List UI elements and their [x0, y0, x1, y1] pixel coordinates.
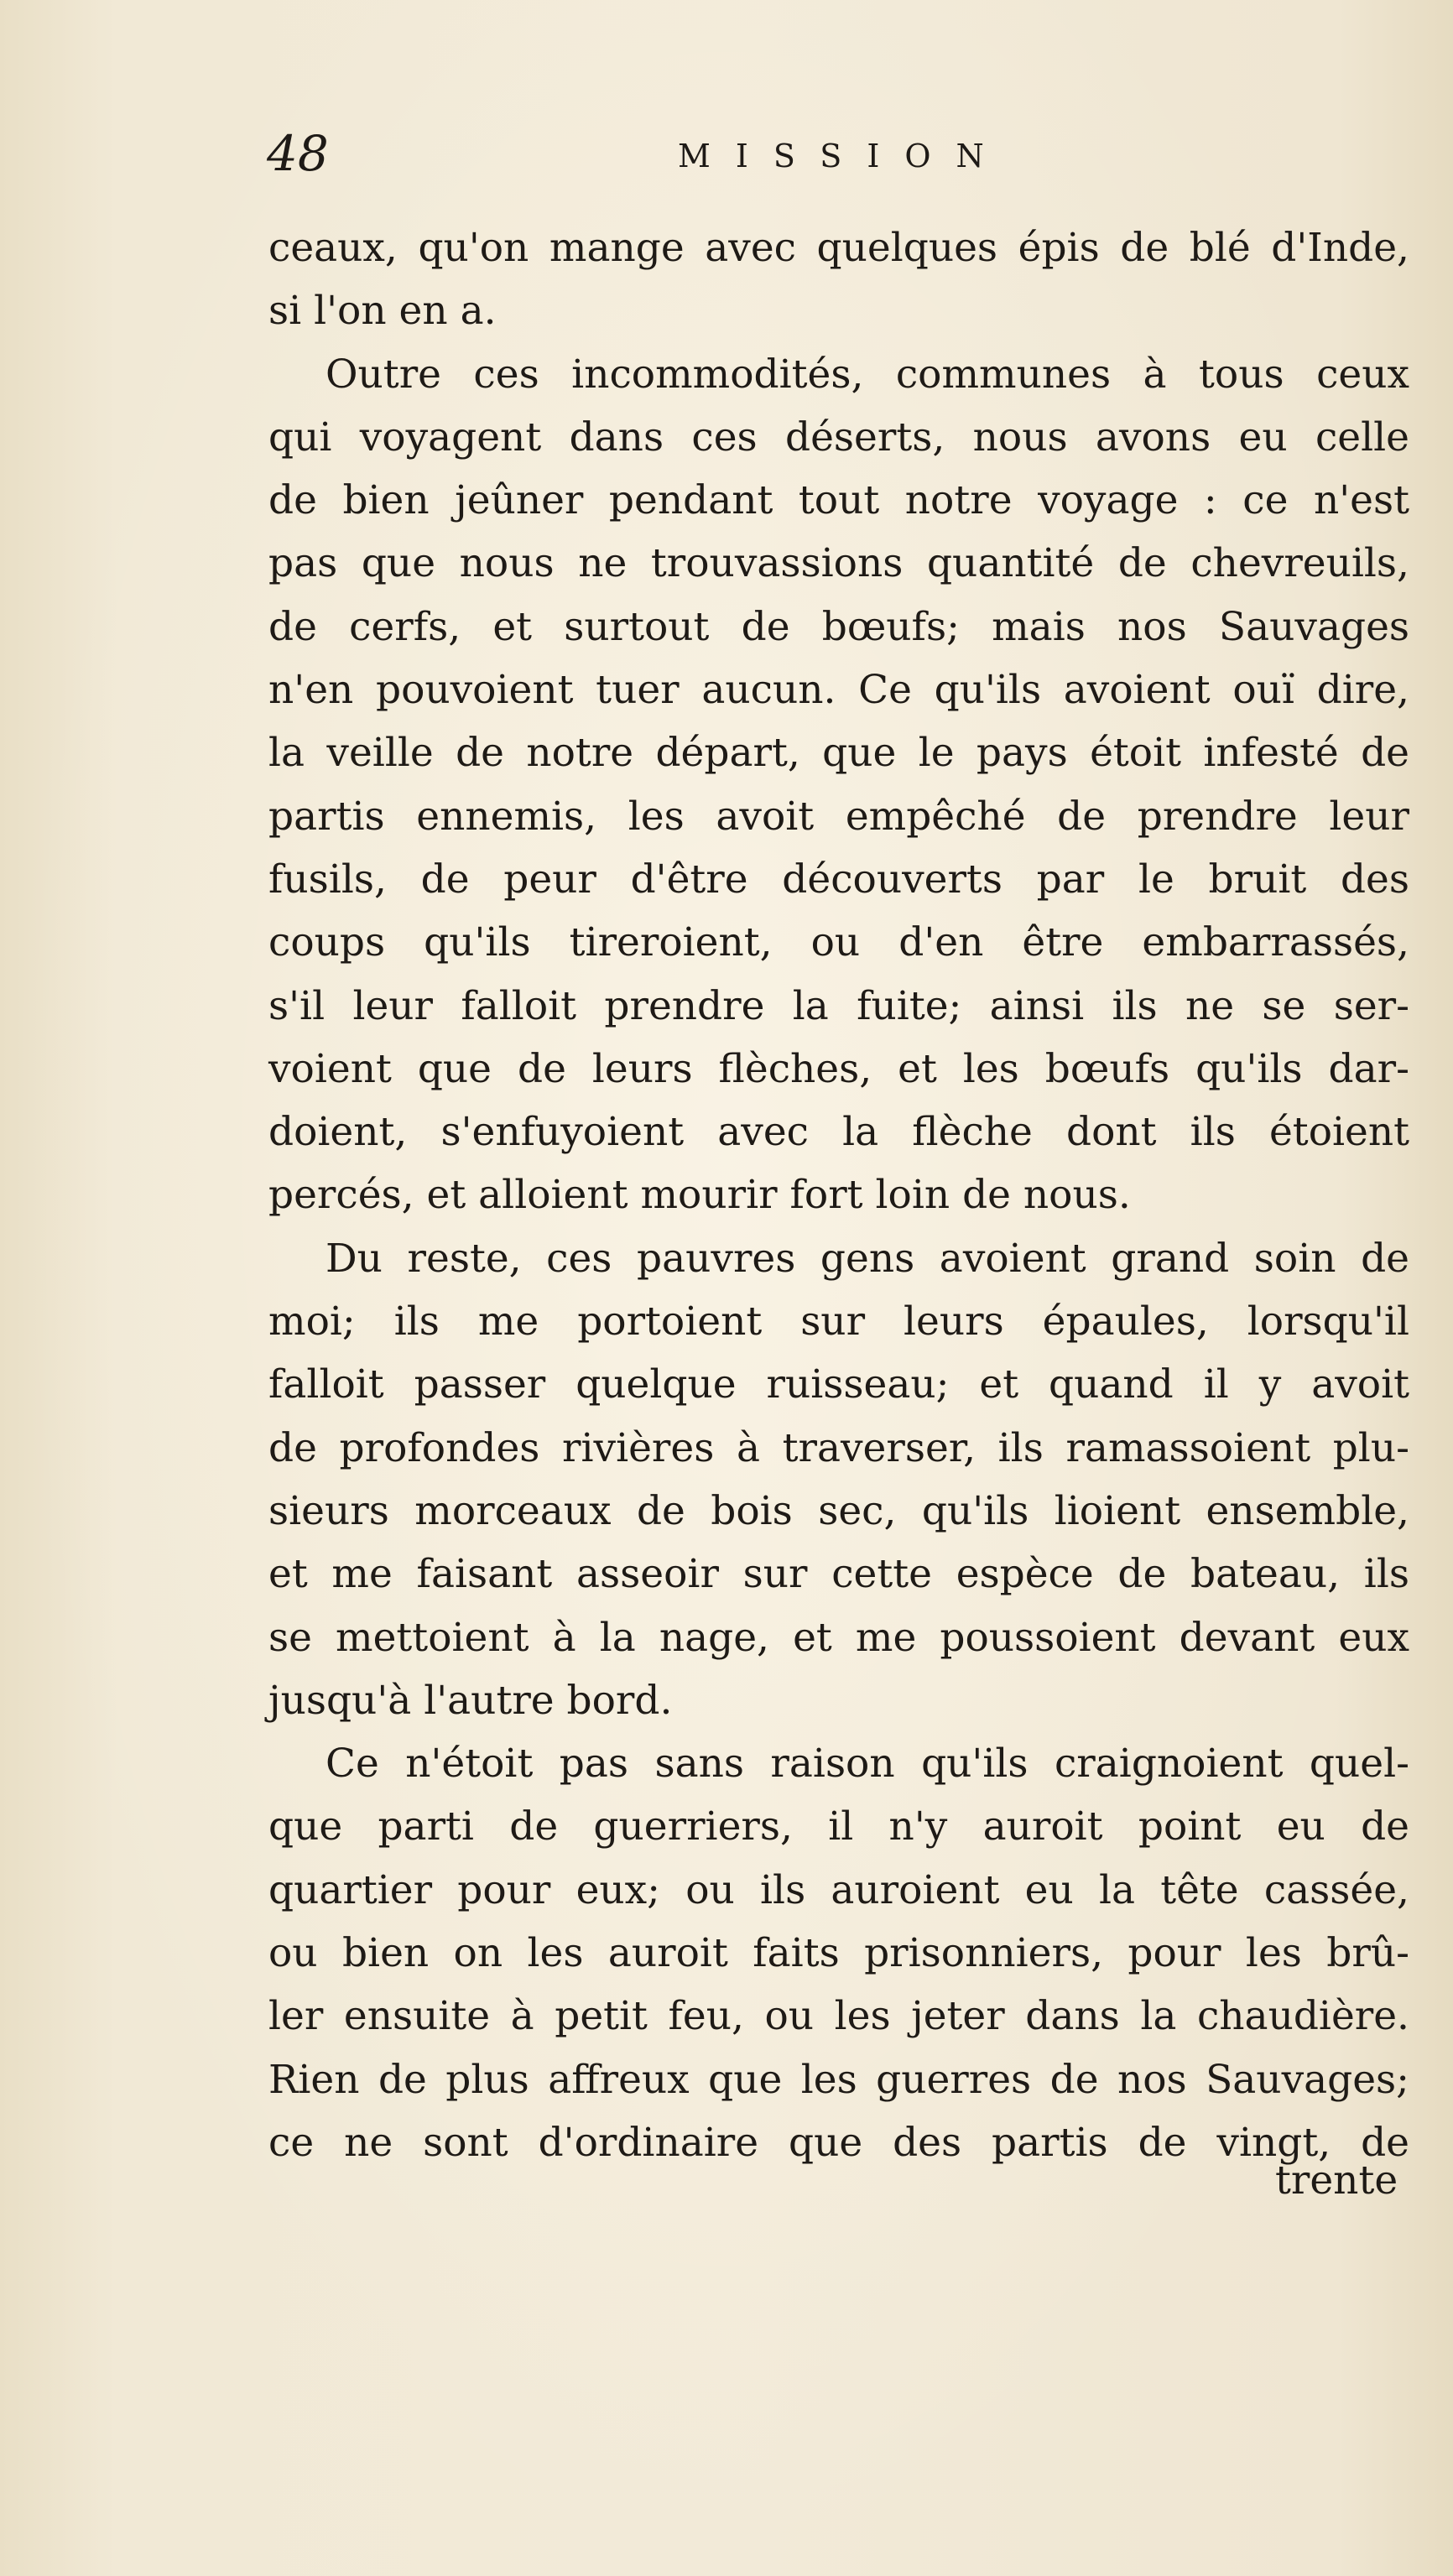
text-line: si l'on en a.	[268, 288, 497, 335]
text-line: falloit passer quelque ruisseau; et quand il y avoit	[268, 1361, 1409, 1408]
page-number: 48	[267, 125, 329, 182]
text-line: ou bien on les auroit faits prisonniers, pour les brû-	[268, 1930, 1409, 1977]
text-line: voient que de leurs flèches, et les bœufs qu'ils dar-	[268, 1045, 1409, 1092]
text-line: Du reste, ces pauvres gens avoient grand soin de	[325, 1235, 1409, 1282]
text-line: coups qu'ils tireroient, ou d'en être embarrassés,	[268, 919, 1409, 966]
text-line: jusqu'à l'autre bord.	[268, 1677, 673, 1724]
text-line: n'en pouvoient tuer aucun. Ce qu'ils avoient ouï dire,	[268, 667, 1409, 714]
catchword: trente	[1275, 2157, 1398, 2204]
text-line: sieurs morceaux de bois sec, qu'ils lioient ensemble,	[268, 1487, 1409, 1534]
text-line: Outre ces incommodités, communes à tous ceux	[325, 351, 1409, 398]
text-line: ler ensuite à petit feu, ou les jeter dans la chaudière.	[268, 1993, 1409, 2040]
text-line: percés, et alloient mourir fort loin de nous.	[268, 1172, 1131, 1219]
text-line: fusils, de peur d'être découverts par le bruit des	[268, 856, 1409, 903]
text-line: s'il leur falloit prendre la fuite; ainsi ils ne se ser-	[268, 982, 1409, 1029]
text-line: que parti de guerriers, il n'y auroit point eu de	[268, 1803, 1409, 1850]
text-line: moi; ils me portoient sur leurs épaules, lorsqu'il	[268, 1298, 1409, 1345]
text-line: doient, s'enfuyoient avec la flèche dont ils étoient	[268, 1109, 1409, 1156]
running-head: MISSION	[678, 138, 1009, 174]
text-line: Ce n'étoit pas sans raison qu'ils craignoient quel-	[325, 1741, 1409, 1788]
text-line: ceaux, qu'on mange avec quelques épis de blé d'Inde,	[268, 225, 1409, 271]
paragraph	[268, 1732, 1409, 2174]
text-line: quartier pour eux; ou ils auroient eu la tête cassée,	[268, 1866, 1409, 1913]
page-header	[267, 124, 1409, 191]
text-line: de profondes rivières à traverser, ils ramassoient plu-	[268, 1424, 1409, 1471]
text-line: ce ne sont d'ordinaire que des partis de vingt, de	[268, 2119, 1409, 2166]
text-line: pas que nous ne trouvassions quantité de chevreuils,	[268, 540, 1409, 587]
text-line: la veille de notre départ, que le pays étoit infesté de	[268, 730, 1409, 777]
text-line: Rien de plus affreux que les guerres de nos Sauvages;	[268, 2056, 1409, 2103]
paragraph	[268, 216, 1409, 343]
paragraph	[268, 1227, 1409, 1732]
body-text	[268, 216, 1409, 2174]
text-line: partis ennemis, les avoit empêché de prendre leur	[268, 793, 1409, 840]
paragraph	[268, 343, 1409, 1227]
text-line: de cerfs, et surtout de bœufs; mais nos Sauvages	[268, 603, 1409, 650]
text-line: se mettoient à la nage, et me poussoient devant eux	[268, 1614, 1409, 1661]
text-line: et me faisant asseoir sur cette espèce de bateau, ils	[268, 1551, 1409, 1598]
text-line: de bien jeûner pendant tout notre voyage : ce n'est	[268, 477, 1409, 524]
text-line: qui voyagent dans ces déserts, nous avons eu celle	[268, 414, 1409, 461]
